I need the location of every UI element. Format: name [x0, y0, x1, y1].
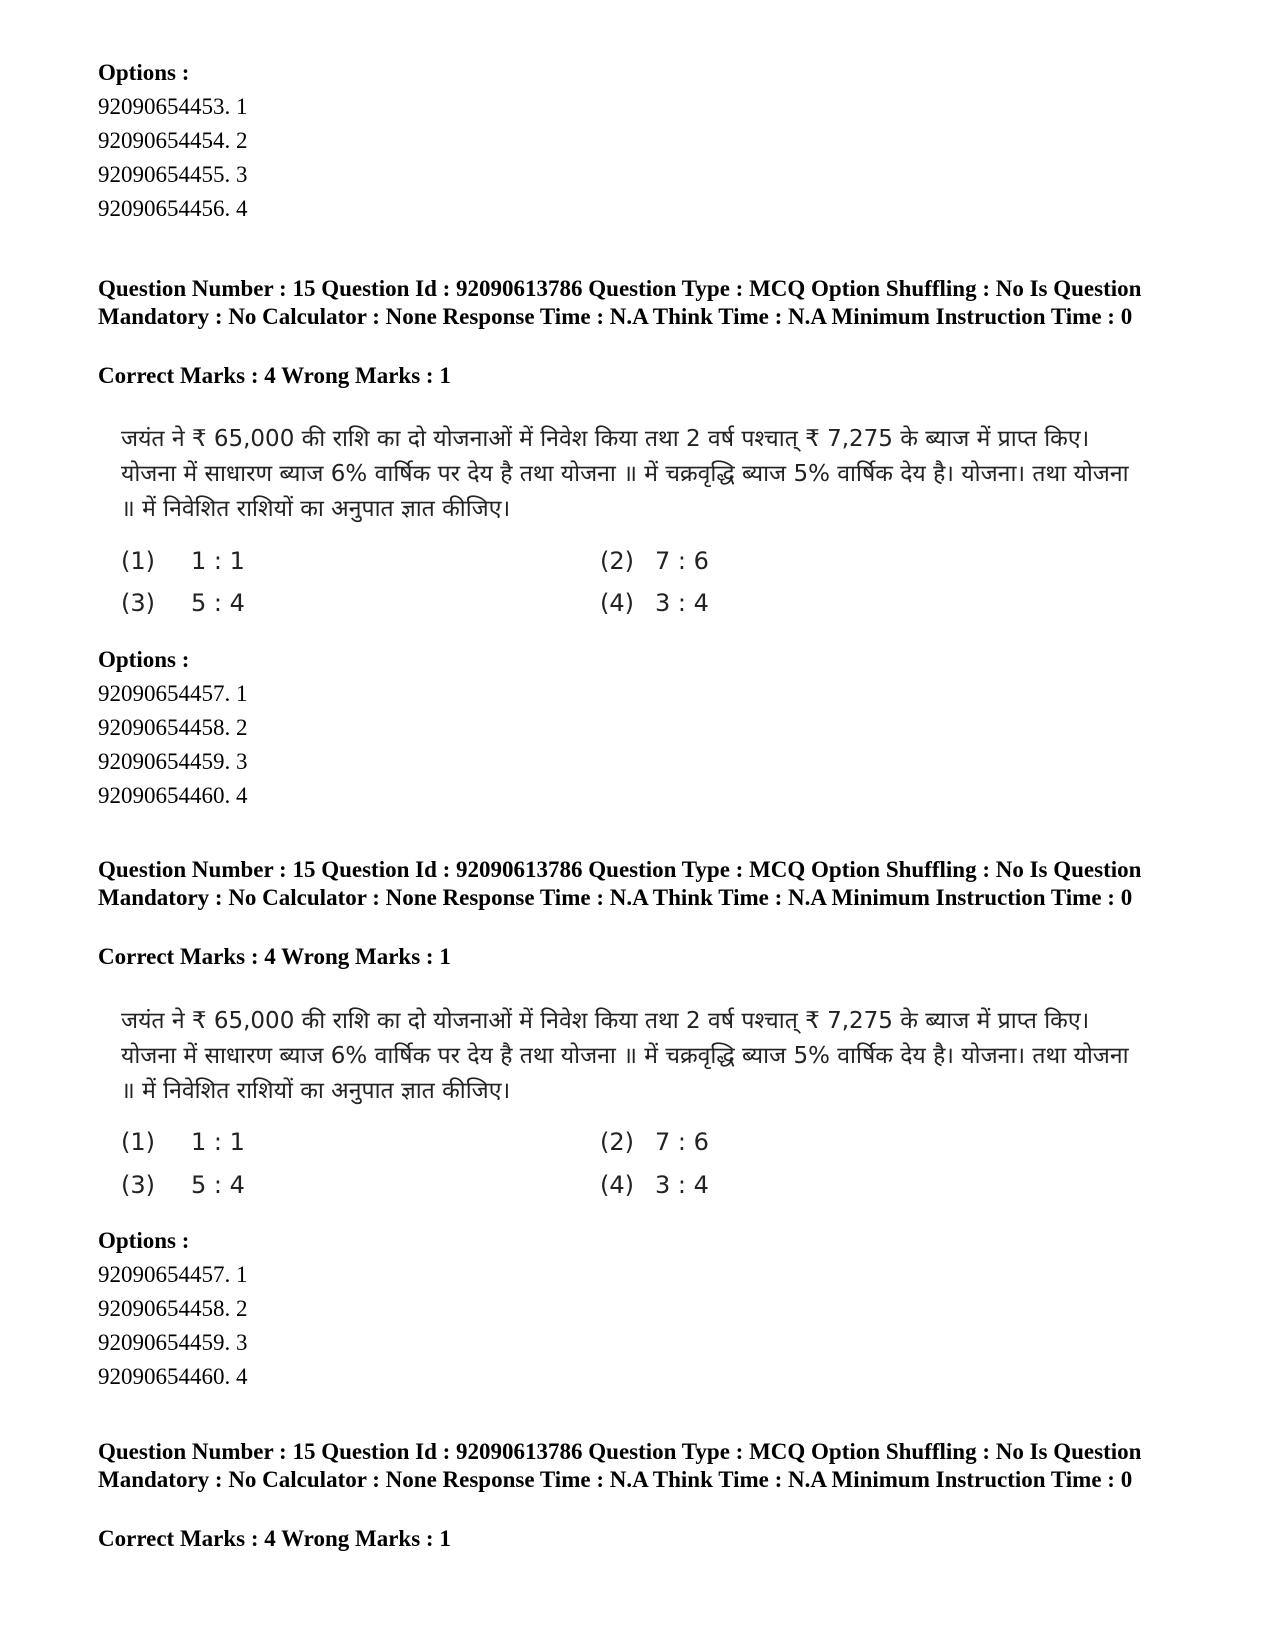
- choice-number: (4): [600, 589, 634, 617]
- choice-2: [600, 546, 709, 576]
- choice-4: [600, 1170, 709, 1200]
- option-line: 92090654457. 1: [98, 681, 248, 706]
- choice-text: 1 : 1: [191, 1128, 245, 1156]
- choice-text: 3 : 4: [655, 1171, 709, 1199]
- marks-line: Correct Marks : 4 Wrong Marks : 1: [98, 944, 451, 969]
- option-line: 92090654459. 3: [98, 749, 248, 774]
- options-heading: Options :: [98, 60, 190, 85]
- option-line: 92090654460. 4: [98, 1364, 248, 1389]
- choice-3: [121, 1170, 245, 1200]
- option-line: 92090654458. 2: [98, 1296, 248, 1321]
- choice-number: (1): [121, 1128, 155, 1156]
- choice-4: [600, 588, 709, 618]
- choice-text: 3 : 4: [655, 589, 709, 617]
- option-line: 92090654458. 2: [98, 715, 248, 740]
- choice-3: [121, 588, 245, 618]
- choice-number: (3): [121, 1171, 155, 1199]
- choice-1: [121, 1127, 245, 1157]
- option-line: 92090654453. 1: [98, 94, 248, 119]
- choice-number: (2): [600, 1128, 634, 1156]
- option-line: 92090654454. 2: [98, 128, 248, 153]
- choice-1: [121, 546, 245, 576]
- choice-2: [600, 1127, 709, 1157]
- choice-text: 5 : 4: [191, 1171, 245, 1199]
- question-meta: Question Number : 15 Question Id : 92090613786 Question Type : MCQ Option Shuffling : No Is Question Mandatory : No Calculator : None Response Time : N.A Think Time : N.A Minimum Instruction Time : 0: [98, 1439, 1142, 1492]
- choice-number: (2): [600, 547, 634, 575]
- question-text: जयंत ने ₹ 65,000 की राशि का दो योजनाओं में निवेश किया तथा 2 वर्ष पश्चात् ₹ 7,275 के ब्याज में प्राप्त किए। योजना में साधारण ब्याज 6% वार्षिक पर देय है तथा योजना ॥ में चक्रवृद्धि ब्याज 5% वार्षिक देय है। योजना। तथा योजना ॥ में निवेशित राशियों का अनुपात ज्ञात कीजिए।: [121, 1008, 1129, 1104]
- options-heading: Options :: [98, 1228, 190, 1253]
- choice-number: (4): [600, 1171, 634, 1199]
- question-meta: Question Number : 15 Question Id : 92090613786 Question Type : MCQ Option Shuffling : No Is Question Mandatory : No Calculator : None Response Time : N.A Think Time : N.A Minimum Instruction Time : 0: [98, 857, 1142, 910]
- marks-line: Correct Marks : 4 Wrong Marks : 1: [98, 1526, 451, 1551]
- option-line: 92090654455. 3: [98, 162, 248, 187]
- choice-number: (3): [121, 589, 155, 617]
- option-line: 92090654459. 3: [98, 1330, 248, 1355]
- choice-text: 5 : 4: [191, 589, 245, 617]
- option-line: 92090654457. 1: [98, 1262, 248, 1287]
- choice-text: 1 : 1: [191, 547, 245, 575]
- option-line: 92090654456. 4: [98, 196, 248, 221]
- option-line: 92090654460. 4: [98, 783, 248, 808]
- choice-text: 7 : 6: [655, 547, 709, 575]
- question-text: जयंत ने ₹ 65,000 की राशि का दो योजनाओं में निवेश किया तथा 2 वर्ष पश्चात् ₹ 7,275 के ब्याज में प्राप्त किए। योजना में साधारण ब्याज 6% वार्षिक पर देय है तथा योजना ॥ में चक्रवृद्धि ब्याज 5% वार्षिक देय है। योजना। तथा योजना ॥ में निवेशित राशियों का अनुपात ज्ञात कीजिए।: [121, 426, 1129, 522]
- marks-line: Correct Marks : 4 Wrong Marks : 1: [98, 363, 451, 388]
- choice-number: (1): [121, 547, 155, 575]
- options-heading: Options :: [98, 647, 190, 672]
- question-meta: Question Number : 15 Question Id : 92090613786 Question Type : MCQ Option Shuffling : No Is Question Mandatory : No Calculator : None Response Time : N.A Think Time : N.A Minimum Instruction Time : 0: [98, 276, 1142, 329]
- choice-text: 7 : 6: [655, 1128, 709, 1156]
